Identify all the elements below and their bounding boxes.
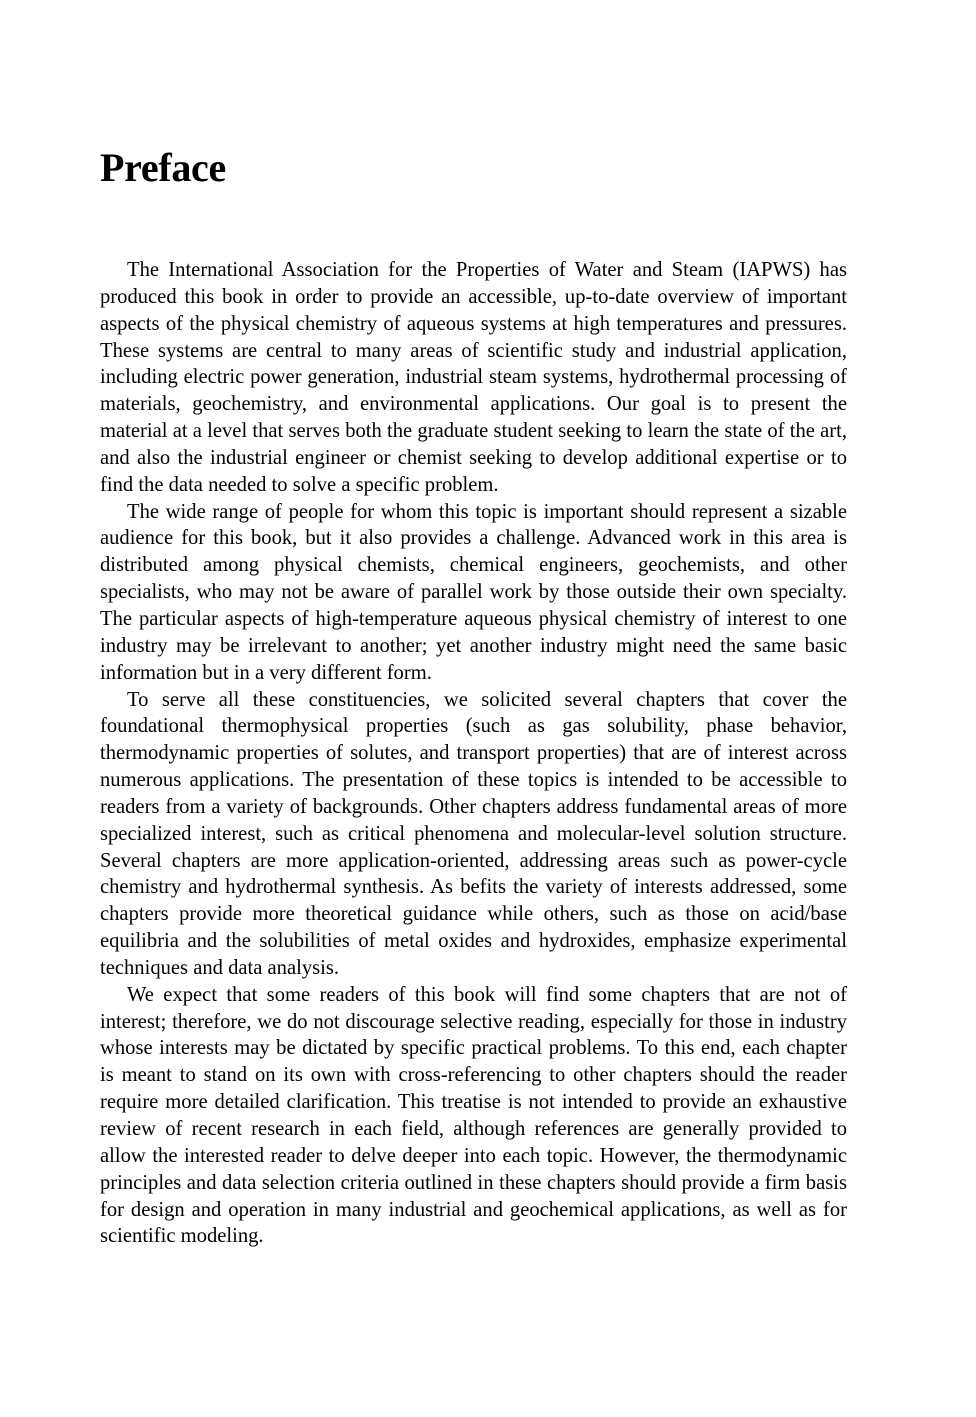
preface-paragraph-1: The International Association for the Properties of Water and Steam (IAPWS) has produced this book in order to provide an accessible, up-to-date overview of important aspects of the physical chemistry of aqueous systems at high temperatures and pressures. These systems are central to many areas of scientific study and industrial application, including electric power generation, industrial steam systems, hydrothermal processing of materials, geochemistry, and environmental applications. Our goal is to present the material at a level that serves both the graduate student seeking to learn the state of the art, and also the industrial engineer or chemist seeking to develop additional expertise or to find the data needed to solve a specific problem. bbox=[100, 259, 847, 496]
preface-paragraph-4: We expect that some readers of this book will find some chapters that are not of interest; therefore, we do not discourage selective reading, especially for those in industry whose interests may be dictated by specific practical problems. To this end, each chapter is meant to stand on its own with cross-referencing to other chapters should the reader require more detailed clarification. This treatise is not intended to provide an exhaustive review of recent research in each field, although references are generally provided to allow the interested reader to delve deeper into each topic. However, the thermodynamic principles and data selection criteria outlined in these chapters should provide a firm basis for design and operation in many industrial and geochemical applications, as well as for scientific modeling. bbox=[100, 983, 847, 1248]
preface-paragraph-3: To serve all these constituencies, we solicited several chapters that cover the foundational thermophysical properties (such as gas solubility, phase behavior, thermodynamic properties of solutes, and transport properties) that are of interest across numerous applications. The presentation of these topics is intended to be accessible to readers from a variety of backgrounds. Other chapters address fundamental areas of more specialized interest, such as critical phenomena and molecular-level solution structure. Several chapters are more application-oriented, addressing areas such as power-cycle chemistry and hydrothermal synthesis. As befits the variety of interests addressed, some chapters provide more theoretical guidance while others, such as those on acid/base equilibria and the solubilities of metal oxides and hydroxides, emphasize experimental techniques and data analysis. bbox=[100, 688, 847, 979]
chapter-title: Preface bbox=[100, 145, 226, 190]
preface-body bbox=[100, 257, 847, 1250]
preface-paragraph-2: The wide range of people for whom this topic is important should represent a sizable audience for this book, but it also provides a challenge. Advanced work in this area is distributed among physical chemists, chemical engineers, geochemists, and other specialists, who may not be aware of parallel work by those outside their own specialty. The particular aspects of high-temperature aqueous physical chemistry of interest to one industry may be irrelevant to another; yet another industry might need the same basic information but in a very different form. bbox=[100, 500, 847, 684]
